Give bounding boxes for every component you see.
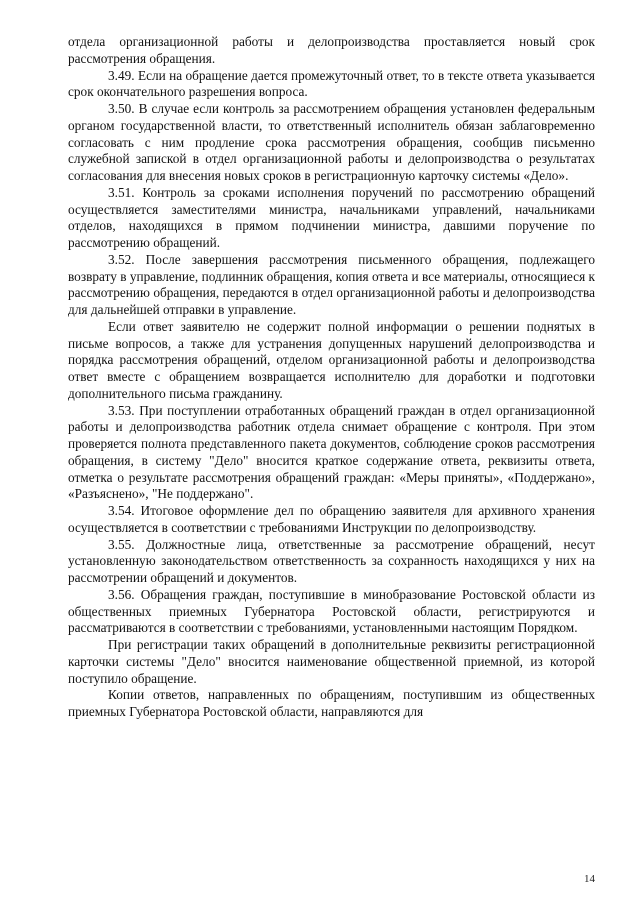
paragraph-3-55: 3.55. Должностные лица, ответственные за рассмотрение обращений, несут установленную законодательством ответственность за сохранность находящихся у них на рассмотрении обращений и документов.	[68, 536, 595, 585]
paragraph-continuation: отдела организационной работы и делопроизводства проставляется новый срок рассмотрения обращения.	[68, 34, 595, 66]
paragraph-3-52: 3.52. После завершения рассмотрения письменного обращения, подлежащего возврату в управление, подлинник обращения, копия ответа и все материалы, относящиеся к рассмотрению обращения, передаются в отдел организационной работы и делопроизводства для дальнейшей отправки в управление.	[68, 251, 595, 317]
paragraph-3-52-return: Если ответ заявителю не содержит полной информации о решении поднятых в письме вопросов, а также для устранения допущенных нарушений делопроизводства и порядка рассмотрения обращений, отделом организационной работы и делопроизводства ответ вместе с обращением возвращается исполнителю для доработки и подготовки дополнительного письма гражданину.	[68, 318, 595, 401]
page-number: 14	[584, 873, 595, 885]
paragraph-3-56: 3.56. Обращения граждан, поступившие в минобразование Ростовской области из общественных приемных Губернатора Ростовской области, регистрируются и рассматриваются в соответствии с требованиями, установленными настоящим Порядком.	[68, 586, 595, 636]
document-body	[68, 34, 595, 721]
paragraph-3-51: 3.51. Контроль за сроками исполнения поручений по рассмотрению обращений осуществляется заместителями министра, начальниками управлений, начальниками отделов, находящихся в прямом подчинении министра, давшими поручение по рассмотрению обращений.	[68, 184, 595, 250]
paragraph-3-56-registration: При регистрации таких обращений в дополнительные реквизиты регистрационной карточки системы "Дело" вносится наименование общественной приемной, из которой поступило обращение.	[68, 637, 595, 686]
paragraph-3-49: 3.49. Если на обращение дается промежуточный ответ, то в тексте ответа указывается срок окончательного разрешения вопроса.	[68, 67, 595, 100]
paragraph-3-50: 3.50. В случае если контроль за рассмотрением обращения установлен федеральным органом государственной власти, то ответственный исполнитель обязан заблаговременно согласовать с ним продление срока рассмотрения обращения, сообщив письменно служебной запиской в отдел организационной работы и делопроизводства о результатах согласования для внесения новых сроков в регистрационную карточку системы «Дело».	[68, 101, 595, 183]
paragraph-3-54: 3.54. Итоговое оформление дел по обращению заявителя для архивного хранения осуществляется в соответствии с требованиями Инструкции по делопроизводству.	[68, 503, 595, 535]
paragraph-3-56-copies: Копии ответов, направленных по обращениям, поступившим из общественных приемных Губернатора Ростовской области, направляются для	[68, 687, 595, 719]
paragraph-3-53: 3.53. При поступлении отработанных обращений граждан в отдел организационной работы и делопроизводства работник отдела снимает обращение с контроля. При этом проверяется полнота представленного пакета документов, соблюдение сроков рассмотрения обращения, в систему "Дело" вносится краткое содержание ответа, реквизиты ответа, отметка о результате рассмотрения обращений граждан: «Меры приняты», «Поддержано», «Разъяснено», "Не поддержано".	[68, 402, 595, 502]
